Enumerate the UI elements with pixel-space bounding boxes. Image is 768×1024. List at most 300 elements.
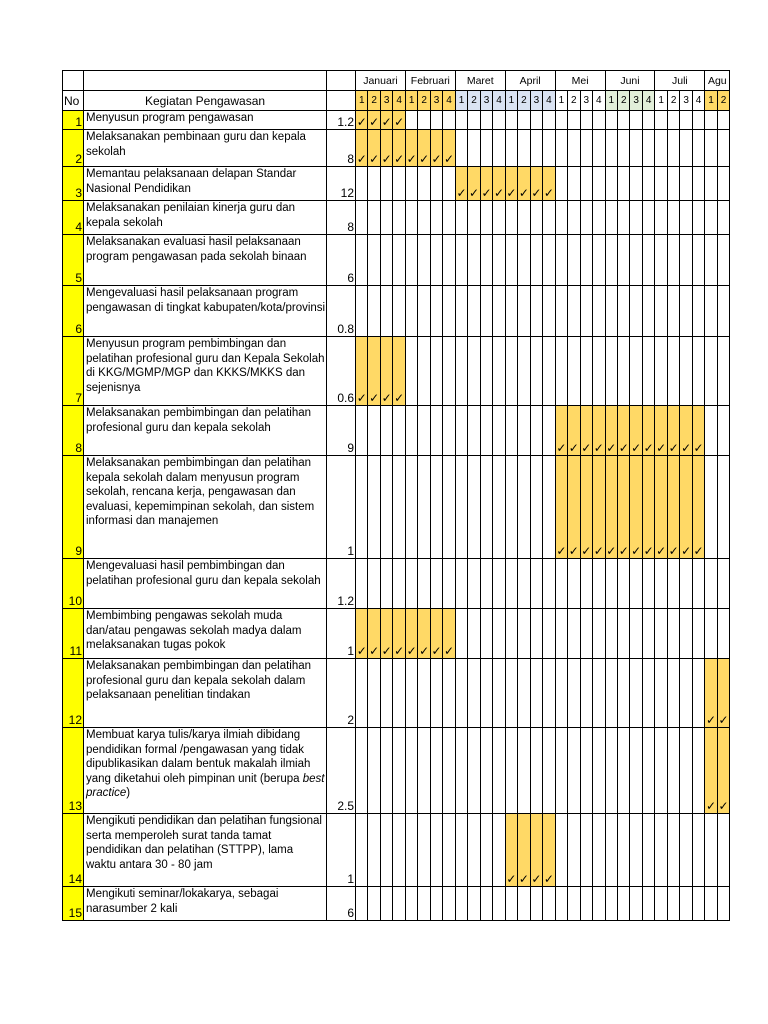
week-cell: [555, 111, 567, 130]
row-number: 10: [63, 559, 84, 609]
week-cell: [555, 728, 567, 814]
check-mark-cell: ✓: [368, 609, 380, 659]
week-cell: [555, 814, 567, 887]
week-cell: [692, 659, 704, 728]
week-cell: [368, 814, 380, 887]
week-cell: [518, 659, 530, 728]
week-cell: [443, 814, 456, 887]
week-cell: [368, 406, 380, 456]
week-cell: [480, 814, 492, 887]
week-cell: [380, 814, 392, 887]
week-cell: [692, 559, 704, 609]
week-cell: [630, 201, 642, 235]
week-cell: [568, 609, 580, 659]
week-cell: [680, 337, 692, 406]
bobot-value: 1: [327, 609, 356, 659]
week-cell: [580, 337, 592, 406]
week-cell: [630, 659, 642, 728]
week-cell: [430, 887, 442, 921]
week-cell: [356, 728, 368, 814]
week-cell: [368, 559, 380, 609]
week-cell: [618, 609, 630, 659]
week-cell: [418, 559, 430, 609]
check-mark-cell: ✓: [618, 406, 630, 456]
week-cell: [605, 235, 617, 286]
week-cell: [405, 814, 417, 887]
week-cell: [655, 609, 667, 659]
week-cell: [418, 167, 430, 201]
week-cell: [443, 201, 456, 235]
week-header: 3: [380, 91, 392, 111]
header-blank-no: [63, 71, 84, 91]
week-cell: [505, 235, 517, 286]
week-header: 1: [605, 91, 617, 111]
week-cell: [443, 659, 456, 728]
week-cell: [468, 337, 480, 406]
week-header: 4: [393, 91, 405, 111]
check-mark-cell: ✓: [393, 130, 405, 167]
week-cell: [580, 286, 592, 337]
week-cell: [505, 286, 517, 337]
week-cell: [618, 286, 630, 337]
week-cell: [430, 406, 442, 456]
bobot-value: 0.6: [327, 337, 356, 406]
week-cell: [530, 201, 542, 235]
week-cell: [493, 111, 506, 130]
check-mark-cell: ✓: [642, 406, 654, 456]
week-cell: [368, 728, 380, 814]
check-mark-cell: ✓: [356, 111, 368, 130]
week-cell: [518, 111, 530, 130]
week-cell: [418, 337, 430, 406]
header-blank-activity: [84, 71, 327, 91]
week-cell: [618, 659, 630, 728]
week-cell: [393, 887, 405, 921]
schedule-grid: [62, 70, 730, 921]
week-cell: [642, 337, 654, 406]
week-cell: [717, 559, 729, 609]
week-cell: [356, 201, 368, 235]
week-cell: [630, 130, 642, 167]
activity-label: Melaksanakan pembimbingan dan pelatihan profesional guru dan kepala sekolah: [86, 407, 312, 434]
week-cell: [418, 111, 430, 130]
check-mark-cell: ✓: [380, 130, 392, 167]
row-number: 8: [63, 406, 84, 456]
activity-text: [84, 286, 327, 337]
week-cell: [530, 111, 542, 130]
row-number: 1: [63, 111, 84, 130]
week-cell: [655, 111, 667, 130]
week-cell: [356, 286, 368, 337]
table-row: [63, 609, 730, 659]
week-cell: [493, 337, 506, 406]
check-mark-cell: ✓: [418, 609, 430, 659]
week-cell: [618, 887, 630, 921]
week-cell: [530, 559, 542, 609]
week-cell: [518, 286, 530, 337]
week-cell: [593, 167, 606, 201]
week-cell: [356, 235, 368, 286]
week-cell: [642, 728, 654, 814]
week-header: 2: [717, 91, 729, 111]
week-cell: [418, 659, 430, 728]
check-mark-cell: ✓: [655, 456, 667, 559]
week-cell: [692, 167, 704, 201]
check-mark-cell: ✓: [480, 167, 492, 201]
table-row: [63, 130, 730, 167]
week-cell: [468, 728, 480, 814]
week-cell: [667, 728, 679, 814]
week-cell: [692, 728, 704, 814]
week-cell: [580, 235, 592, 286]
bobot-value: 2.5: [327, 728, 356, 814]
week-cell: [368, 659, 380, 728]
week-cell: [418, 286, 430, 337]
week-cell: [418, 814, 430, 887]
week-cell: [455, 609, 467, 659]
week-cell: [455, 235, 467, 286]
table-row: [63, 111, 730, 130]
week-cell: [717, 814, 729, 887]
row-number: 7: [63, 337, 84, 406]
week-cell: [468, 235, 480, 286]
week-cell: [443, 286, 456, 337]
week-header: 2: [667, 91, 679, 111]
bobot-value: 8: [327, 201, 356, 235]
week-cell: [580, 609, 592, 659]
week-cell: [717, 130, 729, 167]
check-mark-cell: ✓: [356, 130, 368, 167]
week-cell: [480, 659, 492, 728]
month-header: Juli: [655, 71, 705, 91]
activity-text: [84, 201, 327, 235]
week-cell: [705, 456, 717, 559]
week-cell: [443, 728, 456, 814]
week-cell: [518, 887, 530, 921]
week-cell: [418, 887, 430, 921]
week-cell: [393, 201, 405, 235]
week-cell: [705, 337, 717, 406]
table-row: [63, 887, 730, 921]
week-cell: [630, 167, 642, 201]
week-cell: [568, 286, 580, 337]
week-cell: [430, 559, 442, 609]
week-cell: [393, 814, 405, 887]
table-row: [63, 235, 730, 286]
week-cell: [692, 111, 704, 130]
week-cell: [380, 201, 392, 235]
week-cell: [468, 887, 480, 921]
week-cell: [705, 235, 717, 286]
week-cell: [543, 728, 555, 814]
week-cell: [455, 286, 467, 337]
week-cell: [455, 559, 467, 609]
week-cell: [518, 201, 530, 235]
week-cell: [493, 456, 506, 559]
week-cell: [455, 456, 467, 559]
week-header: 2: [418, 91, 430, 111]
week-cell: [618, 235, 630, 286]
check-mark-cell: ✓: [380, 111, 392, 130]
week-cell: [405, 456, 417, 559]
week-cell: [618, 337, 630, 406]
week-cell: [356, 559, 368, 609]
week-header-row: [63, 91, 730, 111]
week-cell: [356, 659, 368, 728]
week-cell: [430, 456, 442, 559]
bobot-value: 1: [327, 456, 356, 559]
week-cell: [468, 609, 480, 659]
week-cell: [543, 659, 555, 728]
week-header: 4: [692, 91, 704, 111]
activity-text: [84, 609, 327, 659]
week-cell: [555, 659, 567, 728]
week-cell: [493, 887, 506, 921]
check-mark-cell: ✓: [530, 814, 542, 887]
week-cell: [593, 286, 606, 337]
activity-label: Menyusun program pembimbingan dan pelatihan profesional guru dan Kepala Sekolah di KKG/MGMP/MGP dan KKKS/MKKS dan sejenisnya: [86, 338, 325, 394]
week-cell: [593, 201, 606, 235]
week-cell: [667, 286, 679, 337]
week-cell: [543, 130, 555, 167]
week-cell: [530, 406, 542, 456]
week-cell: [680, 167, 692, 201]
week-cell: [692, 201, 704, 235]
week-cell: [717, 167, 729, 201]
week-cell: [480, 559, 492, 609]
week-cell: [568, 235, 580, 286]
week-cell: [405, 201, 417, 235]
week-cell: [493, 286, 506, 337]
week-cell: [630, 559, 642, 609]
activity-text: [84, 659, 327, 728]
activity-text: [84, 337, 327, 406]
activity-text: [84, 130, 327, 167]
week-cell: [505, 130, 517, 167]
week-cell: [356, 887, 368, 921]
week-cell: [393, 235, 405, 286]
week-cell: [568, 814, 580, 887]
week-cell: [480, 406, 492, 456]
check-mark-cell: ✓: [680, 456, 692, 559]
week-cell: [605, 111, 617, 130]
week-cell: [430, 659, 442, 728]
week-cell: [655, 337, 667, 406]
check-mark-cell: ✓: [580, 406, 592, 456]
week-cell: [468, 111, 480, 130]
activity-label: Melaksanakan pembinaan guru dan kepala sekolah: [86, 131, 306, 158]
table-row: [63, 728, 730, 814]
week-cell: [393, 728, 405, 814]
week-cell: [418, 728, 430, 814]
week-cell: [493, 659, 506, 728]
table-row: [63, 286, 730, 337]
week-cell: [455, 406, 467, 456]
check-mark-cell: ✓: [530, 167, 542, 201]
week-cell: [530, 728, 542, 814]
week-cell: [480, 286, 492, 337]
week-cell: [455, 201, 467, 235]
week-cell: [705, 130, 717, 167]
week-cell: [468, 559, 480, 609]
week-cell: [642, 609, 654, 659]
row-number: 15: [63, 887, 84, 921]
week-cell: [580, 167, 592, 201]
check-mark-cell: ✓: [605, 456, 617, 559]
week-cell: [493, 406, 506, 456]
table-row: [63, 559, 730, 609]
check-mark-cell: ✓: [555, 456, 567, 559]
week-header: 3: [480, 91, 492, 111]
week-cell: [518, 235, 530, 286]
week-cell: [580, 728, 592, 814]
week-cell: [455, 111, 467, 130]
week-header: 4: [642, 91, 654, 111]
check-mark-cell: ✓: [543, 167, 555, 201]
bobot-column-header: [327, 91, 356, 111]
week-cell: [618, 201, 630, 235]
week-cell: [405, 659, 417, 728]
week-cell: [480, 111, 492, 130]
check-mark-cell: ✓: [717, 728, 729, 814]
week-cell: [493, 201, 506, 235]
week-cell: [705, 286, 717, 337]
week-cell: [555, 337, 567, 406]
week-cell: [555, 559, 567, 609]
week-cell: [393, 167, 405, 201]
activity-label-italic: best practice: [86, 772, 325, 799]
week-cell: [618, 130, 630, 167]
activity-column-header: Kegiatan Pengawasan: [84, 91, 327, 111]
week-cell: [655, 728, 667, 814]
activity-text: [84, 559, 327, 609]
week-cell: [655, 235, 667, 286]
week-cell: [455, 728, 467, 814]
activity-text: [84, 814, 327, 887]
week-cell: [667, 887, 679, 921]
week-cell: [655, 201, 667, 235]
week-cell: [655, 659, 667, 728]
week-cell: [680, 130, 692, 167]
week-header: 1: [655, 91, 667, 111]
week-cell: [692, 337, 704, 406]
check-mark-cell: ✓: [443, 609, 456, 659]
week-cell: [430, 728, 442, 814]
week-cell: [605, 887, 617, 921]
week-header: 3: [530, 91, 542, 111]
check-mark-cell: ✓: [705, 659, 717, 728]
week-cell: [405, 887, 417, 921]
check-mark-cell: ✓: [705, 728, 717, 814]
week-cell: [543, 609, 555, 659]
check-mark-cell: ✓: [692, 456, 704, 559]
activity-label: Mengevaluasi hasil pembimbingan dan pelatihan profesional guru dan kepala sekolah: [86, 560, 321, 587]
check-mark-cell: ✓: [618, 456, 630, 559]
week-cell: [543, 406, 555, 456]
week-cell: [380, 559, 392, 609]
week-cell: [393, 456, 405, 559]
month-header: Mei: [555, 71, 605, 91]
week-cell: [667, 111, 679, 130]
week-cell: [505, 456, 517, 559]
activity-label: Melaksanakan evaluasi hasil pelaksanaan program pengawasan pada sekolah binaan: [86, 236, 307, 263]
activity-label: Membimbing pengawas sekolah muda dan/atau pengawas sekolah madya dalam melaksanakan tugas pokok: [86, 610, 302, 651]
week-cell: [555, 130, 567, 167]
week-header: 1: [356, 91, 368, 111]
week-cell: [717, 456, 729, 559]
week-cell: [680, 814, 692, 887]
week-cell: [443, 167, 456, 201]
week-cell: [430, 201, 442, 235]
check-mark-cell: ✓: [356, 609, 368, 659]
table-row: [63, 201, 730, 235]
week-header: 2: [568, 91, 580, 111]
week-cell: [705, 559, 717, 609]
week-cell: [493, 728, 506, 814]
week-cell: [480, 130, 492, 167]
week-cell: [580, 111, 592, 130]
check-mark-cell: ✓: [505, 814, 517, 887]
week-cell: [443, 456, 456, 559]
week-cell: [642, 130, 654, 167]
check-mark-cell: ✓: [430, 609, 442, 659]
week-cell: [580, 130, 592, 167]
week-cell: [530, 130, 542, 167]
month-header: April: [505, 71, 555, 91]
week-cell: [717, 609, 729, 659]
week-cell: [405, 559, 417, 609]
week-cell: [543, 559, 555, 609]
week-cell: [418, 201, 430, 235]
week-cell: [618, 814, 630, 887]
row-number: 5: [63, 235, 84, 286]
week-cell: [405, 728, 417, 814]
week-cell: [368, 456, 380, 559]
week-cell: [667, 559, 679, 609]
check-mark-cell: ✓: [605, 406, 617, 456]
check-mark-cell: ✓: [518, 167, 530, 201]
week-cell: [518, 559, 530, 609]
week-cell: [530, 235, 542, 286]
week-cell: [593, 728, 606, 814]
bobot-value: 12: [327, 167, 356, 201]
activity-label: Melaksanakan penilaian kinerja guru dan kepala sekolah: [86, 202, 296, 229]
week-cell: [692, 235, 704, 286]
week-cell: [393, 559, 405, 609]
check-mark-cell: ✓: [580, 456, 592, 559]
week-cell: [530, 456, 542, 559]
week-cell: [480, 337, 492, 406]
week-cell: [356, 406, 368, 456]
week-cell: [380, 167, 392, 201]
week-header: 4: [493, 91, 506, 111]
week-cell: [692, 609, 704, 659]
week-cell: [692, 286, 704, 337]
bobot-value: 0.8: [327, 286, 356, 337]
week-cell: [405, 406, 417, 456]
week-cell: [443, 337, 456, 406]
row-number: 3: [63, 167, 84, 201]
week-cell: [568, 167, 580, 201]
week-cell: [605, 609, 617, 659]
check-mark-cell: ✓: [568, 406, 580, 456]
week-cell: [493, 235, 506, 286]
week-cell: [380, 406, 392, 456]
activity-label: Membuat karya tulis/karya ilmiah dibidang pendidikan formal /pengawasan yang tidak dipublikasikan dalam bentuk makalah ilmiah yang diketahui oleh pimpinan unit: [86, 729, 311, 785]
activity-label: Mengevaluasi hasil pelaksanaan program pengawasan di tingkat kabupaten/kota/provinsi: [86, 287, 326, 314]
week-cell: [368, 167, 380, 201]
week-header: 1: [555, 91, 567, 111]
